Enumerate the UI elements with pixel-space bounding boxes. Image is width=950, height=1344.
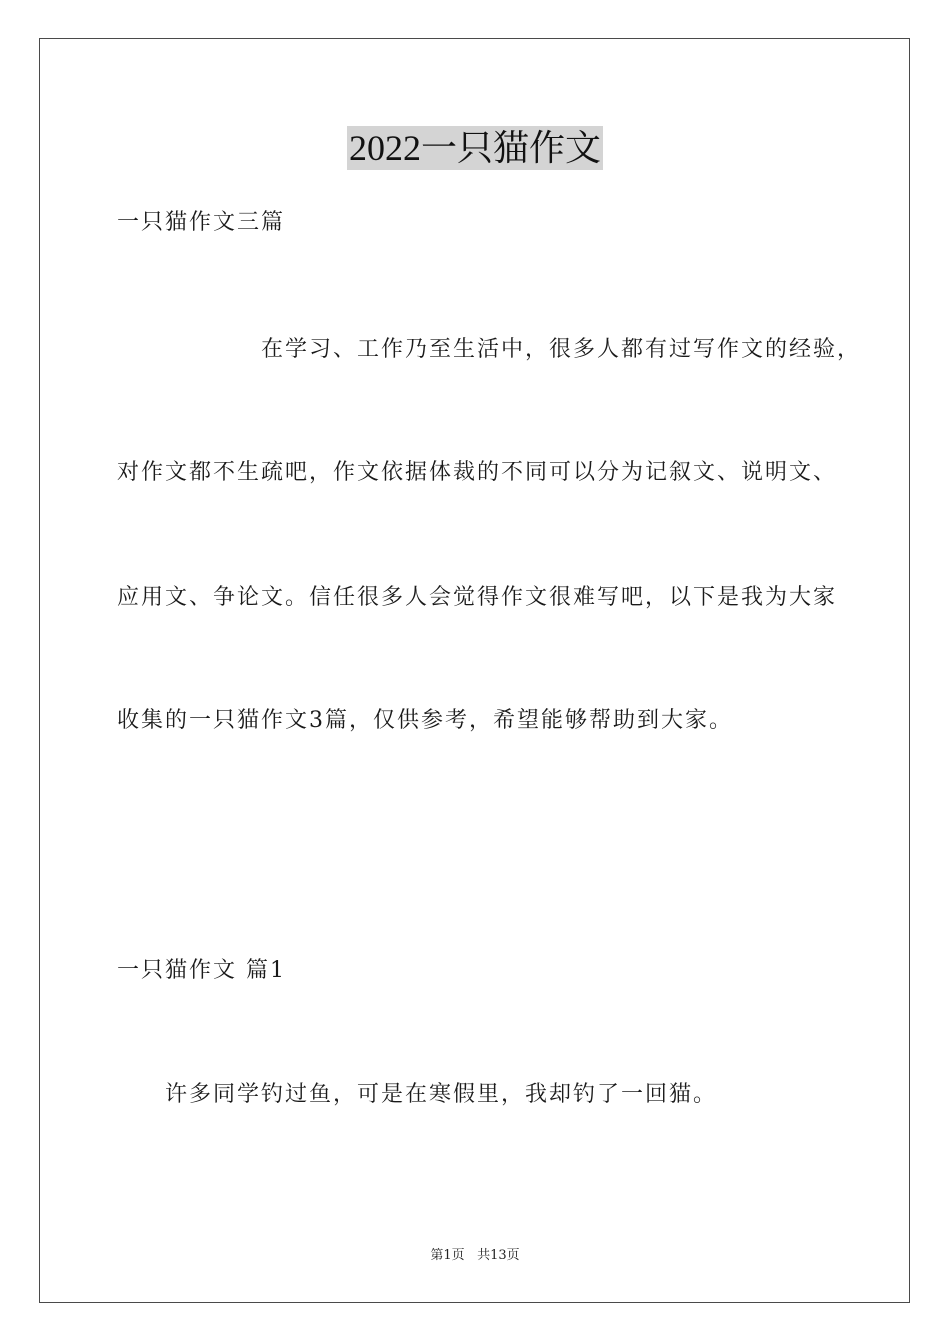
page-number: 第1页 (430, 1248, 465, 1263)
intro-line-1: 在学习、工作乃至生活中，很多人都有过写作文的经验， (261, 337, 862, 362)
intro-line-4: 收集的一只猫作文3篇，仅供参考，希望能够帮助到大家。 (117, 708, 733, 733)
intro-line-2: 对作文都不生疏吧，作文依据体裁的不同可以分为记叙文、说明文、 (117, 460, 838, 485)
page-total: 共13页 (477, 1248, 520, 1263)
title-container (0, 126, 950, 170)
section-paragraph-line: 许多同学钓过鱼，可是在寒假里，我却钓了一回猫。 (165, 1082, 718, 1107)
document-title: 2022一只猫作文 (348, 128, 601, 168)
intro-line-3: 应用文、争论文。信任很多人会觉得作文很难写吧，以下是我为大家 (117, 585, 838, 610)
document-subtitle: 一只猫作文三篇 (117, 210, 286, 235)
section-heading: 一只猫作文 篇1 (117, 958, 286, 983)
page-footer (0, 1247, 950, 1265)
